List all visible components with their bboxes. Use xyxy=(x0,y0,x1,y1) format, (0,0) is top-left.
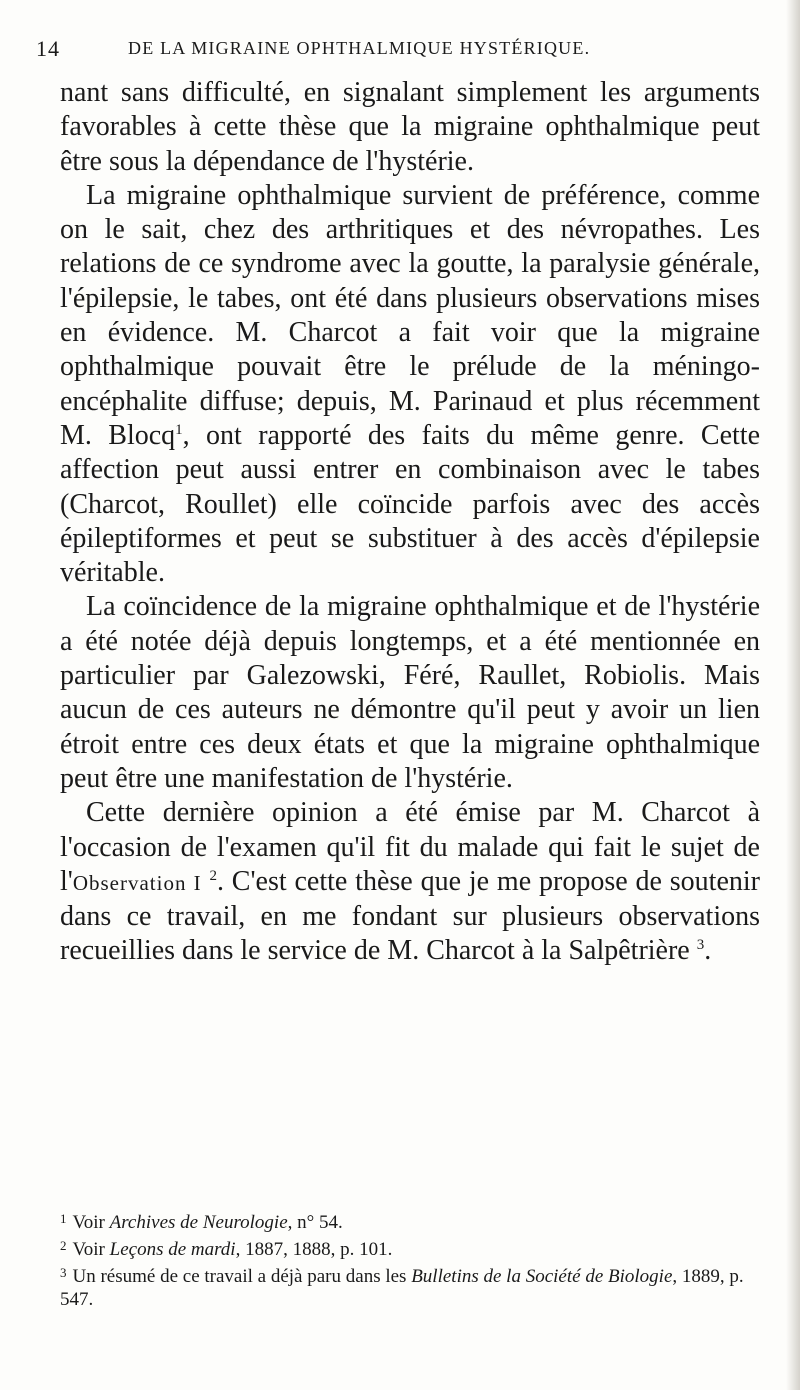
paragraph-4-text-b: . C'est cette thèse que je me propose de soutenir dans ce travail, en me fondant sur plusieurs observations recueillies dans le service de M. Charcot à la Salpêtrière xyxy=(60,865,760,967)
footnote-1-mark: 1 xyxy=(60,1211,67,1226)
footnote-1-suffix: , n° 54. xyxy=(287,1212,343,1233)
page-number: 14 xyxy=(36,36,60,61)
footnote-1 xyxy=(60,1207,760,1234)
paragraph-4 xyxy=(60,796,760,968)
footnote-2-title: Leçons de mardi xyxy=(109,1239,236,1260)
footnotes xyxy=(60,1207,760,1311)
footnote-3 xyxy=(60,1261,760,1311)
paragraph-1-text: nant sans difficulté, en signalant simplement les arguments favorables à cette thèse que la migraine ophthalmique peut être sous la dépendance de l'hystérie. xyxy=(60,77,760,177)
paragraph-4-text-a: Cette dernière opinion a été émise par M. Charcot à l'occasion de l'examen qu'il fit du malade qui fait le sujet de l' xyxy=(60,797,760,897)
paragraph-2-text-b: , ont rapporté des faits du même genre. Cette affection peut aussi entrer en combinaison avec le tabes (Charcot, Roullet) elle coïncide parfois avec des accès épileptiformes et peut se substituer à des accès d'épilepsie véritable. xyxy=(60,419,761,589)
footnote-2-suffix: , 1887, 1888, p. 101. xyxy=(235,1239,393,1260)
footnote-ref-3: 3 xyxy=(696,937,705,954)
footnote-2-prefix: Voir xyxy=(72,1239,110,1260)
body-text xyxy=(60,76,760,969)
paragraph-2 xyxy=(60,179,760,591)
paragraph-3-text: La coïncidence de la migraine ophthalmique et de l'hystérie a été notée déjà depuis longtemps, et a été mentionnée en particulier par Galezowski, Féré, Raullet, Robiolis. Mais aucun de ces auteurs ne démontre qu'il peut y avoir un lien étroit entre ces deux états et que la migraine ophthalmique peut être une manifestation de l'hystérie. xyxy=(60,591,760,794)
paragraph-1 xyxy=(60,76,760,179)
running-head xyxy=(36,36,756,64)
page-edge-shadow xyxy=(786,0,800,1390)
footnote-3-title: Bulletins de la Société de Biologie xyxy=(411,1266,673,1287)
footnote-ref-1: 1 xyxy=(175,421,183,438)
footnote-1-prefix: Voir xyxy=(72,1212,110,1233)
footnote-3-mark: 3 xyxy=(60,1265,67,1280)
paragraph-3 xyxy=(60,590,760,796)
footnote-ref-2: 2 xyxy=(209,867,217,884)
running-title: DE LA MIGRAINE OPHTHALMIQUE HYSTÉRIQUE. xyxy=(128,38,591,58)
paragraph-2-text-a: La migraine ophthalmique survient de préférence, comme on le sait, chez des arthritiques et des névropathes. Les relations de ce syndrome avec la goutte, la paralysie générale, l'épilepsie, le tabes, ont été dans plusieurs observations mises en évidence. M. Charcot a fait voir que la migraine ophthalmique pouvait être le prélude de la méningo-encéphalite diffuse; depuis, M. Parinaud et plus récemment M. Blocq xyxy=(60,179,760,451)
observation-reference: Observation I xyxy=(72,870,202,895)
footnote-3-suffix: , 1889, p. 547. xyxy=(60,1266,744,1310)
footnote-3-prefix: Un résumé de ce travail a déjà paru dans les xyxy=(72,1266,412,1287)
footnote-2 xyxy=(60,1234,760,1261)
footnote-1-title: Archives de Neurologie xyxy=(109,1212,288,1233)
footnote-2-mark: 2 xyxy=(60,1238,67,1253)
paragraph-4-text-c: . xyxy=(704,935,712,967)
